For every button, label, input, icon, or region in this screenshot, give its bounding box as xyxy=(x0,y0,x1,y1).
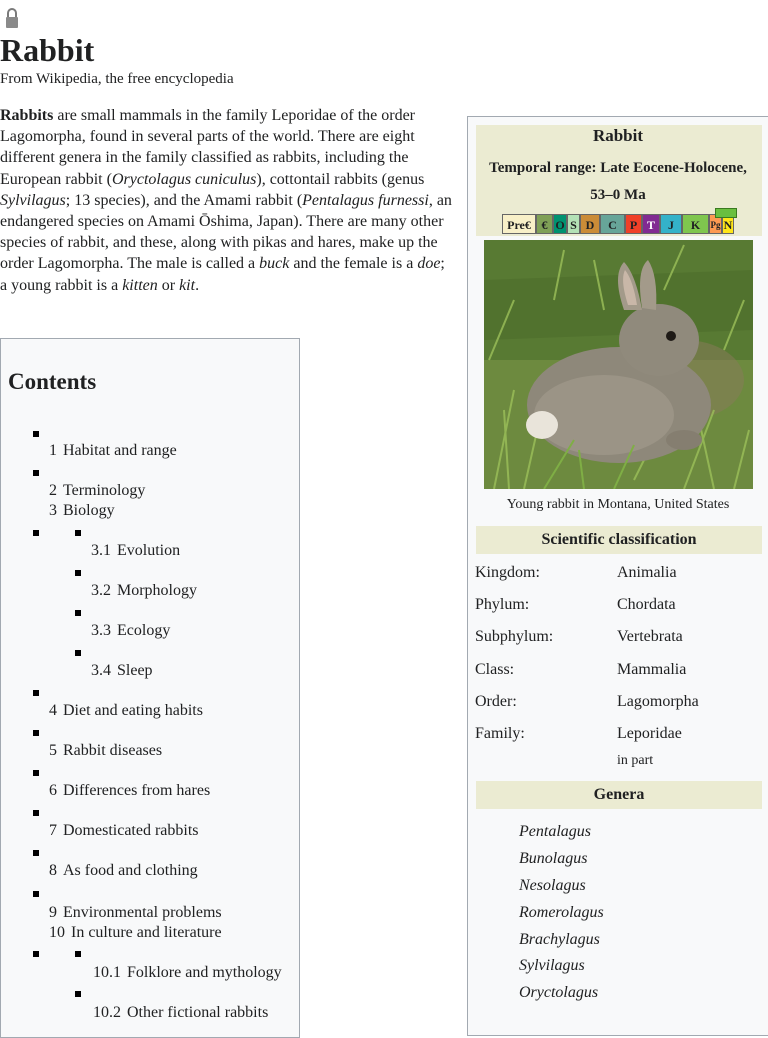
toc-item-terminology[interactable] xyxy=(49,481,145,501)
taxonomy-rank: Class: xyxy=(475,661,515,678)
bullet xyxy=(33,810,39,816)
toc-number: 10 xyxy=(49,924,65,941)
intro-italic: Oryctolagus cuniculus xyxy=(111,170,257,188)
taxonomy-value[interactable]: Chordata xyxy=(617,596,676,613)
temporal-range-line: Temporal range: Late Eocene-Holocene, xyxy=(489,160,747,176)
bullet xyxy=(75,951,81,957)
era-ordovician: O xyxy=(553,214,567,234)
intro-italic: Sylvilagus xyxy=(0,191,66,209)
genus-link[interactable]: Nesolagus xyxy=(519,877,586,894)
toc-number: 3.4 xyxy=(91,662,111,679)
intro-paragraph xyxy=(0,105,455,296)
bullet xyxy=(33,431,39,437)
bullet xyxy=(75,530,81,536)
toc-label: Folklore and mythology xyxy=(127,964,282,981)
toc-item-habitat[interactable] xyxy=(49,441,177,461)
taxonomy-rank: Subphylum: xyxy=(475,628,554,645)
era-permian: P xyxy=(625,214,642,234)
family-note: in part xyxy=(617,753,654,768)
intro-text: and the female is a xyxy=(289,255,418,273)
intro-text: . xyxy=(195,276,200,294)
toc-item-environmental[interactable] xyxy=(49,903,222,923)
toc-label: Other fictional rabbits xyxy=(127,1004,269,1021)
bullet xyxy=(33,770,39,776)
intro-text: or xyxy=(157,276,180,294)
toc-number: 9 xyxy=(49,904,57,921)
toc-item-sleep[interactable] xyxy=(91,661,153,681)
bullet xyxy=(75,570,81,576)
toc-item-domesticated[interactable] xyxy=(49,821,199,841)
era-cambrian: € xyxy=(536,214,553,234)
toc-item-folklore[interactable] xyxy=(93,963,282,983)
taxonomy-rank: Order: xyxy=(475,693,517,710)
toc-label: Ecology xyxy=(117,622,171,639)
era-jurassic: J xyxy=(660,214,682,234)
toc-label: As food and clothing xyxy=(63,862,198,879)
toc-item-hares[interactable] xyxy=(49,781,210,801)
intro-italic: buck xyxy=(259,255,290,273)
taxonomy-value[interactable]: Lagomorpha xyxy=(617,693,699,710)
scientific-classification-header: Scientific classification xyxy=(476,526,762,554)
genus-link[interactable]: Sylvilagus xyxy=(519,957,585,974)
toc-label: Biology xyxy=(63,502,115,519)
toc-item-ecology[interactable] xyxy=(91,621,170,641)
taxonomy-rank: Family: xyxy=(475,725,525,742)
bullet xyxy=(33,850,39,856)
toc-label: Differences from hares xyxy=(63,782,211,799)
intro-text: are small mammals in the family Leporidae of the order Lagomorpha, found in several parts of the world. There are eight different genera in the family classified as rabbits, including the European rabbit ( xyxy=(0,107,416,188)
toc-item-food[interactable] xyxy=(49,861,198,881)
toc-number: 2 xyxy=(49,482,57,499)
toc-label: Evolution xyxy=(117,542,181,559)
genera-header: Genera xyxy=(476,781,762,809)
toc-number: 10.2 xyxy=(93,1004,121,1021)
era-neogene: N xyxy=(722,214,734,234)
toc-label: In culture and literature xyxy=(71,924,222,941)
toc-label: Morphology xyxy=(117,582,197,599)
intro-text: ; a young rabbit is a xyxy=(0,255,445,294)
toc-label: Sleep xyxy=(117,662,153,679)
toc-title: Contents xyxy=(8,369,97,394)
lock-icon xyxy=(4,6,20,30)
toc-number: 4 xyxy=(49,702,57,719)
taxonomy-value[interactable]: Vertebrata xyxy=(617,628,683,645)
image-caption: Young rabbit in Montana, United States xyxy=(506,497,730,512)
rabbit-photo xyxy=(484,240,753,489)
toc-number: 6 xyxy=(49,782,57,799)
bullet xyxy=(75,991,81,997)
genus-link[interactable]: Bunolagus xyxy=(519,850,588,867)
toc-number: 1 xyxy=(49,442,57,459)
intro-text: ; 13 species), and the Amami rabbit ( xyxy=(65,191,303,209)
era-silurian: S xyxy=(567,214,580,234)
temporal-range-marker xyxy=(715,208,737,218)
era-cretaceous: K xyxy=(682,214,709,234)
toc-label: Rabbit diseases xyxy=(63,742,163,759)
taxonomy-rank: Phylum: xyxy=(475,596,530,613)
toc-label: Environmental problems xyxy=(63,904,222,921)
temporal-range xyxy=(468,155,768,209)
era-precambrian: Pre€ xyxy=(502,214,536,234)
toc-number: 3 xyxy=(49,502,57,519)
genus-link[interactable]: Brachylagus xyxy=(519,931,600,948)
toc-item-culture[interactable] xyxy=(49,923,222,943)
toc-number: 7 xyxy=(49,822,57,839)
intro-bold-term: Rabbits xyxy=(0,107,54,124)
bullet xyxy=(33,891,39,897)
era-devonian: D xyxy=(580,214,600,234)
toc-item-morphology[interactable] xyxy=(91,581,197,601)
era-paleogene: Pg xyxy=(709,214,722,234)
intro-italic: kitten xyxy=(122,276,158,294)
toc-item-fictional[interactable] xyxy=(93,1003,268,1023)
bullet xyxy=(33,730,39,736)
intro-text: , an endangered species on Amami Ōshima, Japan). There are many other species of rabbit, and these, along with pikas and hares, make up the order Lagomorpha. The male is called a xyxy=(0,191,452,273)
temporal-range-line: 53–0 Ma xyxy=(590,187,646,203)
intro-italic: kit xyxy=(179,276,196,294)
toc-item-evolution[interactable] xyxy=(91,541,180,561)
bullet xyxy=(75,650,81,656)
bullet xyxy=(33,530,39,536)
intro-italic: Pentalagus furnessi xyxy=(302,191,429,209)
era-carboniferous: C xyxy=(600,214,625,234)
bullet xyxy=(33,690,39,696)
toc-item-diseases[interactable] xyxy=(49,741,162,761)
intro-text: ), cottontail rabbits (genus xyxy=(256,170,425,188)
taxonomy-value[interactable]: Mammalia xyxy=(617,661,687,678)
toc-item-diet[interactable] xyxy=(49,701,203,721)
toc-label: Diet and eating habits xyxy=(63,702,203,719)
toc-label: Terminology xyxy=(63,482,146,499)
era-triassic: T xyxy=(642,214,660,234)
toc-item-biology[interactable] xyxy=(49,501,115,521)
page-subtitle: From Wikipedia, the free encyclopedia xyxy=(0,71,234,87)
toc-number: 3.1 xyxy=(91,542,111,559)
toc-label: Domesticated rabbits xyxy=(63,822,199,839)
table-of-contents xyxy=(0,338,300,1038)
toc-number: 8 xyxy=(49,862,57,879)
bullet xyxy=(33,951,39,957)
toc-number: 10.1 xyxy=(93,964,121,981)
intro-italic: doe xyxy=(417,255,441,273)
taxonomy-value[interactable]: Leporidae xyxy=(617,725,682,742)
taxonomy-rank: Kingdom: xyxy=(475,564,540,581)
taxonomy-value[interactable]: Animalia xyxy=(617,564,677,581)
infobox-title: Rabbit xyxy=(592,126,644,145)
genus-link[interactable]: Oryctolagus xyxy=(519,984,599,1001)
page-title: Rabbit xyxy=(0,32,95,68)
genus-link[interactable]: Pentalagus xyxy=(519,823,591,840)
bullet xyxy=(33,470,39,476)
toc-number: 3.3 xyxy=(91,622,111,639)
genus-link[interactable]: Romerolagus xyxy=(519,904,604,921)
toc-number: 3.2 xyxy=(91,582,111,599)
bullet xyxy=(75,610,81,616)
toc-label: Habitat and range xyxy=(63,442,177,459)
toc-number: 5 xyxy=(49,742,57,759)
infobox xyxy=(467,116,768,1036)
